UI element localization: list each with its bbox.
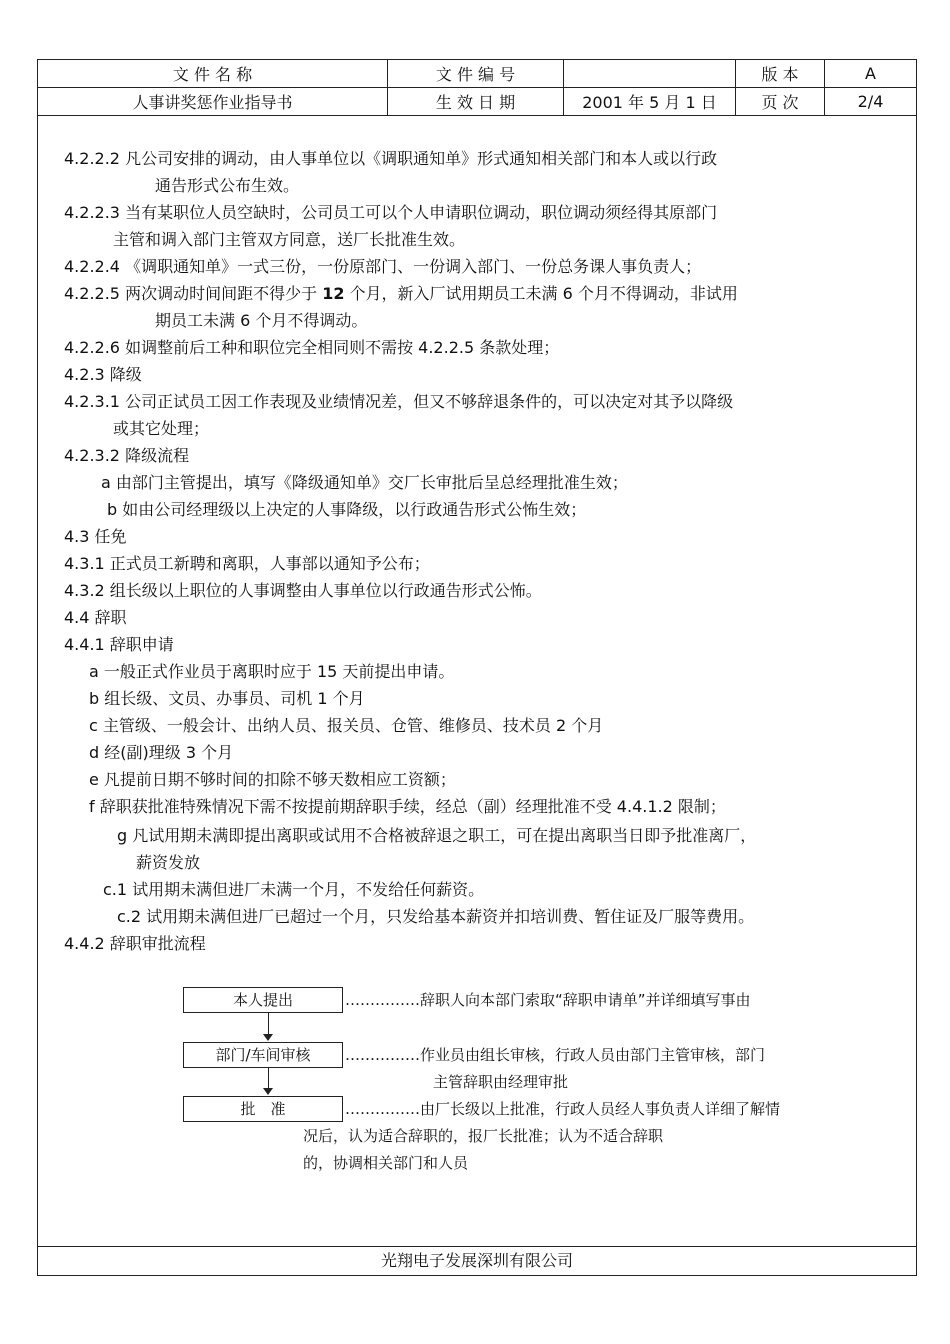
list-item: c.1 试用期未满但进厂未满一个月，不发给任何薪资。: [103, 880, 485, 899]
clause-4-2-2-3-cont: 主管和调入部门主管双方同意，送厂长批准生效。: [113, 230, 466, 249]
clause-number: 4.2.2.3: [64, 203, 120, 222]
page-label: 页 次: [736, 88, 825, 116]
doc-title: 人事讲奖惩作业指导书: [38, 88, 388, 116]
flow-step-approve: 批 准: [183, 1096, 343, 1122]
clause-4-2-2-3: [64, 202, 717, 224]
clause-number: 4.2.2.6: [64, 338, 120, 357]
clause-4-4-2: 4.4.2 辞职审批流程: [64, 934, 206, 953]
flow-step-review-desc-cont: 主管辞职由经理审批: [433, 1073, 569, 1091]
file-no-value: [564, 60, 736, 88]
clause-4-2-3-1-cont: 或其它处理；: [113, 419, 210, 438]
flow-connector: [268, 1068, 269, 1088]
file-name-label: 文 件 名 称: [38, 60, 388, 88]
clause-4-2-3-2: 4.2.3.2 降级流程: [64, 446, 190, 465]
section-4-2-3: 4.2.3 降级: [64, 365, 142, 384]
list-item: a 由部门主管提出，填写《降级通知单》交厂长审批后呈总经理批准生效；: [101, 473, 628, 492]
footer-divider: [37, 1246, 917, 1247]
clause-4-2-3-1: [64, 391, 733, 413]
list-item: b 如由公司经理级以上决定的人事降级，以行政通告形式公怖生效；: [107, 500, 587, 519]
list-item: e 凡提前日期不够时间的扣除不够天数相应工资额；: [89, 770, 456, 789]
list-item: a 一般正式作业员于离职时应于 15 天前提出申请。: [89, 662, 455, 681]
clause-4-3-2: 4.3.2 组长级以上职位的人事调整由人事单位以行政通告形式公怖。: [64, 581, 542, 600]
version-label: 版 本: [736, 60, 825, 88]
flow-connector: [268, 1013, 269, 1034]
clause-4-2-2-2-cont: 通告形式公布生效。: [155, 176, 300, 195]
list-item: c.2 试用期未满但进厂已超过一个月，只发给基本薪资并扣培训费、暂住证及厂服等费用。: [117, 907, 755, 926]
flow-step-approve-desc-cont: 的，协调相关部门和人员: [303, 1154, 469, 1172]
clause-text: 个月，新入厂试用期员工未满 6 个月不得调动，非试用: [349, 284, 738, 303]
document-header-table: [37, 59, 917, 116]
version-value: A: [825, 60, 917, 88]
clause-text: 两次调动时间间距不得少于: [125, 284, 318, 303]
page-value: 2/4: [825, 88, 917, 116]
clause-text: 凡公司安排的调动，由人事单位以《调职通知单》形式通知相关部门和本人或以行政: [125, 149, 718, 168]
list-item: b 组长级、文员、办事员、司机 1 个月: [89, 689, 365, 708]
arrow-down-icon: [263, 1034, 273, 1041]
footer-company: 光翔电子发展深圳有限公司: [380, 1251, 573, 1270]
file-no-label: 文 件 编 号: [388, 60, 564, 88]
clause-4-2-2-2: [64, 148, 717, 170]
flow-step-approve-desc: ……………由厂长级以上批准，行政人员经人事负责人详细了解情: [345, 1100, 781, 1118]
clause-4-3-1: 4.3.1 正式员工新聘和离职，人事部以通知予公布；: [64, 554, 430, 573]
clause-bold-value: 12: [322, 284, 345, 303]
list-item: f 辞职获批准特殊情况下需不按提前期辞职手续，经总（副）经理批准不受 4.4.1.2 限制；: [89, 797, 726, 816]
flow-step-review: 部门/车间审核: [183, 1042, 343, 1068]
clause-text: 如调整前后工种和职位完全相同则不需按 4.2.2.5 条款处理；: [125, 338, 560, 357]
flow-step-submit-desc: ……………辞职人向本部门索取“辞职申请单”并详细填写事由: [345, 991, 751, 1009]
effective-date-label: 生 效 日 期: [388, 88, 564, 116]
clause-text: 公司正试员工因工作表现及业绩情况差，但又不够辞退条件的，可以决定对其予以降级: [125, 392, 734, 411]
clause-number: 4.2.2.4: [64, 257, 120, 276]
clause-text: 《调职通知单》一式三份，一份原部门、一份调入部门、一份总务课人事负责人；: [125, 257, 702, 276]
flow-step-review-desc: ……………作业员由组长审核，行政人员由部门主管审核，部门: [345, 1046, 766, 1064]
section-4-4: 4.4 辞职: [64, 608, 127, 627]
list-item: c 主管级、一般会计、出纳人员、报关员、仓管、维修员、技术员 2 个月: [89, 716, 604, 735]
list-item-cont: 薪资发放: [136, 853, 201, 872]
flow-step-approve-desc-cont: 况后，认为适合辞职的，报厂长批准；认为不适合辞职: [303, 1127, 664, 1145]
clause-number: 4.2.2.2: [64, 149, 120, 168]
list-item: d 经(副)理级 3 个月: [89, 743, 234, 762]
clause-text: 当有某职位人员空缺时，公司员工可以个人申请职位调动，职位调动须经得其原部门: [125, 203, 718, 222]
clause-number: 4.2.3.1: [64, 392, 120, 411]
list-item: g 凡试用期未满即提出离职或试用不合格被辞退之职工，可在提出离职当日即予批准离厂，: [117, 826, 757, 845]
effective-date-value: 2001 年 5 月 1 日: [564, 88, 736, 116]
flow-step-submit: 本人提出: [183, 987, 343, 1013]
arrow-down-icon: [263, 1088, 273, 1095]
clause-4-2-2-6: [64, 337, 559, 359]
clause-4-4-1: 4.4.1 辞职申请: [64, 635, 174, 654]
clause-4-2-2-5: [64, 283, 738, 305]
section-4-3: 4.3 任免: [64, 527, 127, 546]
clause-4-2-2-5-cont: 期员工未满 6 个月不得调动。: [155, 311, 368, 330]
clause-number: 4.2.2.5: [64, 284, 120, 303]
clause-4-2-2-4: [64, 256, 701, 278]
